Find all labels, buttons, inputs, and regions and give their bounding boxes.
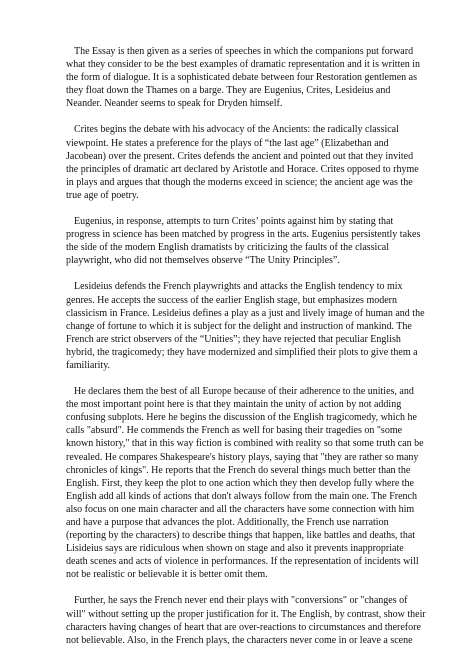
paragraph-lesideius: Lesideius defends the French playwrights and attacks the English tendency to mix genres. He accepts the success of the earlier English stage, but emphasizes modern classicism in France. Lesideius defines a play as a just and lively image of human and the change of fortune to which it is subject for the delight and instruction of mankind. The French are strict observers of the “Unities”; they have rejected that peculiar English hybrid, the tragicomedy; they have modernized and simplified their plots to give them a familiarity. [66,281,425,371]
paragraph-eugenius: Eugenius, in response, attempts to turn Crites’ points against him by stating that progress in science has been matched by progress in the arts. Eugenius persistently takes the side of the modern English dramatists by criticizing the faults of the classical playwright, who did not themselves observe “The Unity Principles”. [66,216,421,267]
paragraph-essay-intro: The Essay is then given as a series of speeches in which the companions put forward what they consider to be the best examples of dramatic representation and it is written in the form of dialogue. It is a sophisticated debate between four Restoration gentlemen as they float down the Thames on a barge. They are Eugenius, Crites, Lesideius and Neander. Neander seems to speak for Dryden himself. [66,46,421,110]
paragraph-french-unities: He declares them the best of all Europe because of their adherence to the unities, and the most important point here is that they maintain the unity of action by not adding confusing subplots. Here he begins the discussion of the English tragicomedy, which he calls "absurd". He commends the French as well for basing their tragedies on "some known history," that in this way fiction is combined with reality so that some truth can be revealed. He compares Shakespeare's history plays, saying that "they are rather so many chronicles of kings". He reports that the French do several things much better than the English. First, they keep the plot to one action which they then develop fully where the English add all kinds of actions that don't always follow from the main one. The French also focus on one main character and all the characters have some connection with him and have a purpose that advances the plot. Additionally, the French use narration (reporting by the characters) to describe things that happen, like battles and deaths, that Lisideius says are ridiculous when shown on stage and also it prevents inappropriate death scenes and acts of violence in performances. If the representation of incidents will not be realistic or believable it is better omit them. [66,386,424,581]
document-body [66,45,427,660]
paragraph-crites: Crites begins the debate with his advocacy of the Ancients: the radically classical viewpoint. He states a preference for the plays of “the last age” (Elizabethan and Jacobean) over the present. Crites defends the ancient and pointed out that they invited the principles of dramatic art declared by Aristotle and Horace. Crites opposed to rhyme in plays and argues that though the moderns exceed in science; the ancient age was the true age of poetry. [66,124,419,201]
paragraph-french-conversions: Further, he says the French never end their plays with "conversions" or "changes of will" without setting up the proper justification for it. The English, by contrast, show their characters having changes of heart that are over-reactions to circumstances and therefore not believable. Also, in the French plays, the characters never come in or leave a scene [66,595,426,646]
